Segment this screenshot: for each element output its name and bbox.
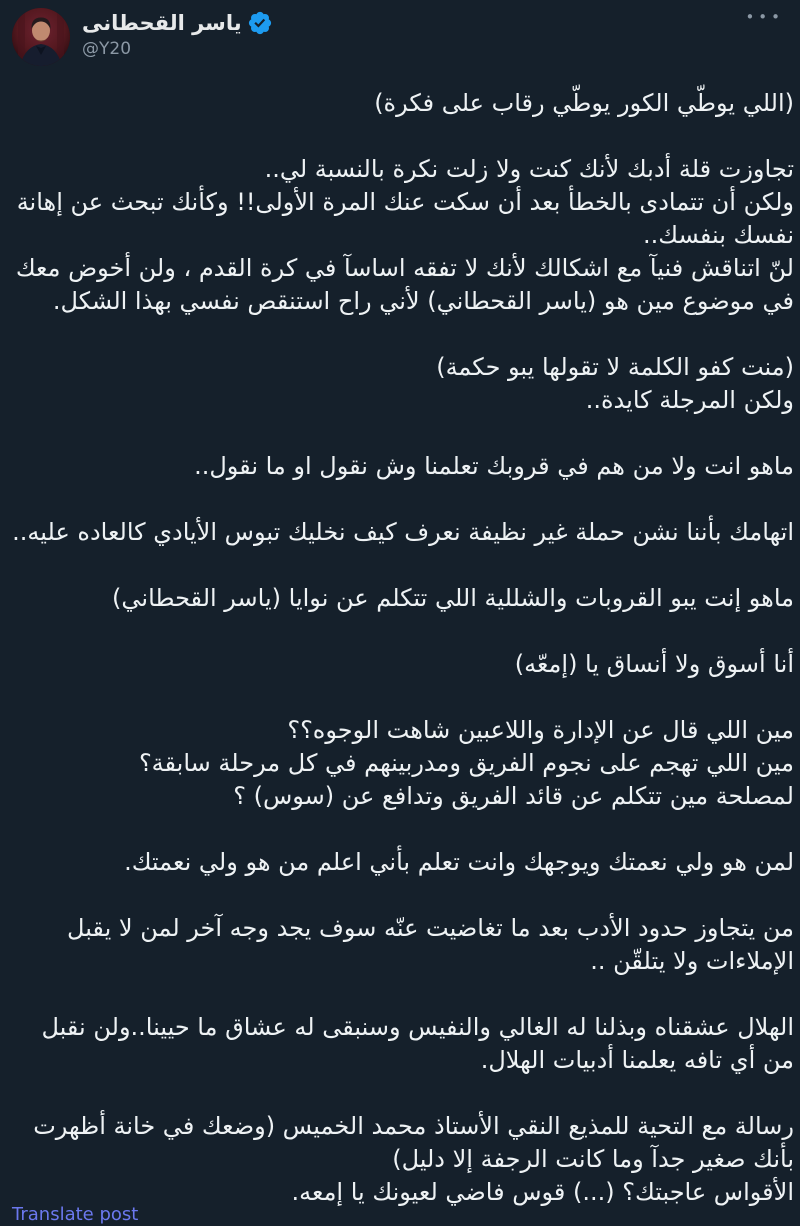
avatar[interactable] bbox=[12, 8, 70, 66]
tweet-header bbox=[12, 8, 788, 66]
name-row bbox=[82, 10, 273, 36]
display-name[interactable]: ياسر القحطانى bbox=[82, 11, 242, 35]
verified-badge-icon bbox=[247, 10, 273, 36]
more-options-icon[interactable]: ••• bbox=[745, 8, 784, 26]
user-info bbox=[82, 8, 273, 59]
user-handle[interactable]: @Y20 bbox=[82, 39, 132, 59]
translate-post-link[interactable]: Translate post bbox=[12, 1204, 139, 1225]
tweet-text: (اللي يوطّي الكور يوطّي رقاب على فكرة) تجاوزت قلة أدبك لأنك كنت ولا زلت نكرة بالنسبة لي.. ولكن أن تتمادى بالخطأ بعد أن سكت عنك المرة الأولى!! وكأنك تبحث عن إهانة نفسك بنفسك.. لنّ اتناقش فنيآ مع اشكالك لأنك لا تفقه اساسآ في كرة القدم ، ولن أخوض معك في موضوع مين هو (ياسر القحطاني) لأني راح استنقص نفسي بهذا الشكل. (منت كفو الكلمة لا تقولها يبو حكمة) ولكن المرجلة كايدة.. ماهو انت ولا من هم في قروبك تعلمنا وش نقول او ما نقول.. اتهامك بأننا نشن حملة غير نظيفة نعرف كيف نخليك تبوس الأيادي كالعاده عليه.. ماهو إنت يبو القروبات والشللية اللي تتكلم عن نوايا (ياسر القحطاني) أنا أسوق ولا أنساق يا (إمعّه) مين اللي قال عن الإدارة واللاعبين شاهت الوجوه؟؟ مين اللي تهجم على نجوم الفريق ومدربينهم في كل مرحلة سابقة؟ لمصلحة مين تتكلم عن قائد الفريق وتدافع عن (سوس) ؟ لمن هو ولي نعمتك ويوجهك وانت تعلم بأني اعلم من هو ولي نعمتك. من يتجاوز حدود الأدب بعد ما تغاضيت عنّه سوف يجد وجه آخر لمن لا يقبل الإملاءات ولا يتلقّن .. الهلال عشقناه وبذلنا له الغالي والنفيس وسنبقى له عشاق ما حيينا..ولن نقبل من أي تافه يعلمنا أدبيات الهلال. رسالة مع التحية للمذيع النقي الأستاذ محمد الخميس (وضعك في خانة أظهرت بأنك صغير جدآ وما كانت الرجفة إلا دليل) الأقواس عاجبتك؟ (...) قوس فاضي لعيونك يا إمعه. bbox=[12, 89, 794, 1206]
avatar-photo bbox=[12, 8, 70, 66]
